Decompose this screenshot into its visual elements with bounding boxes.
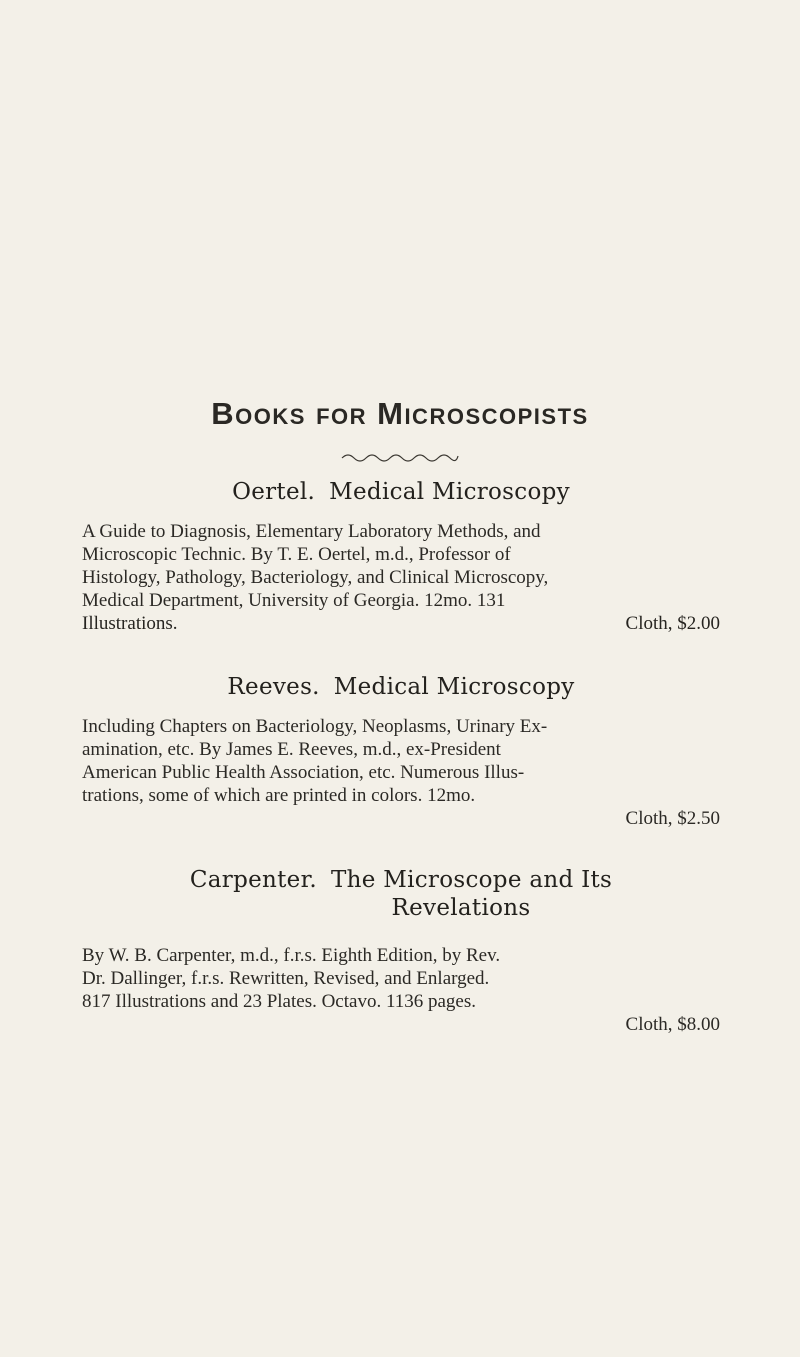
book-description	[82, 944, 720, 1013]
book-entry-reeves	[82, 673, 720, 830]
description-line: Medical Department, University of Georgia. 12mo. 131	[82, 590, 506, 611]
book-price: Cloth, $8.00	[625, 1014, 720, 1035]
book-title: The Microscope and Its	[330, 867, 613, 893]
book-price: Cloth, $2.00	[625, 613, 720, 634]
book-entry-oertel	[82, 478, 720, 635]
book-heading	[82, 866, 720, 894]
description-line: Illustrations.	[82, 613, 178, 634]
book-heading	[82, 673, 720, 701]
book-description	[82, 520, 720, 612]
book-heading	[82, 478, 720, 506]
description-line: By W. B. Carpenter, m.d., f.r.s. Eighth Edition, by Rev.	[82, 945, 501, 966]
book-title-continued: Revelations	[391, 895, 531, 921]
description-line: American Public Health Association, etc. Numerous Illus-	[82, 762, 525, 783]
book-author: Oertel.	[232, 479, 316, 505]
description-line: A Guide to Diagnosis, Elementary Laboratory Methods, and	[82, 521, 541, 542]
description-line: Microscopic Technic. By T. E. Oertel, m.d., Professor of	[82, 544, 511, 565]
wavy-rule-ornament	[340, 450, 460, 464]
description-line: Histology, Pathology, Bacteriology, and Clinical Microscopy,	[82, 567, 549, 588]
description-line: amination, etc. By James E. Reeves, m.d., ex-President	[82, 739, 501, 760]
book-footer	[82, 612, 720, 635]
description-line: 817 Illustrations and 23 Plates. Octavo. 1136 pages.	[82, 991, 477, 1012]
book-title: Medical Microscopy	[329, 479, 570, 505]
book-title: Medical Microscopy	[333, 674, 575, 700]
book-description	[82, 715, 720, 807]
book-price: Cloth, $2.50	[625, 808, 720, 829]
page-title: Books for Microscopists	[211, 396, 589, 431]
book-author: Carpenter.	[189, 867, 317, 893]
description-line: Including Chapters on Bacteriology, Neoplasms, Urinary Ex-	[82, 716, 548, 737]
description-line: Dr. Dallinger, f.r.s. Rewritten, Revised, and Enlarged.	[82, 968, 490, 989]
book-entry-carpenter	[82, 866, 720, 1036]
description-line: trations, some of which are printed in colors. 12mo.	[82, 785, 476, 806]
book-author: Reeves.	[227, 674, 320, 700]
